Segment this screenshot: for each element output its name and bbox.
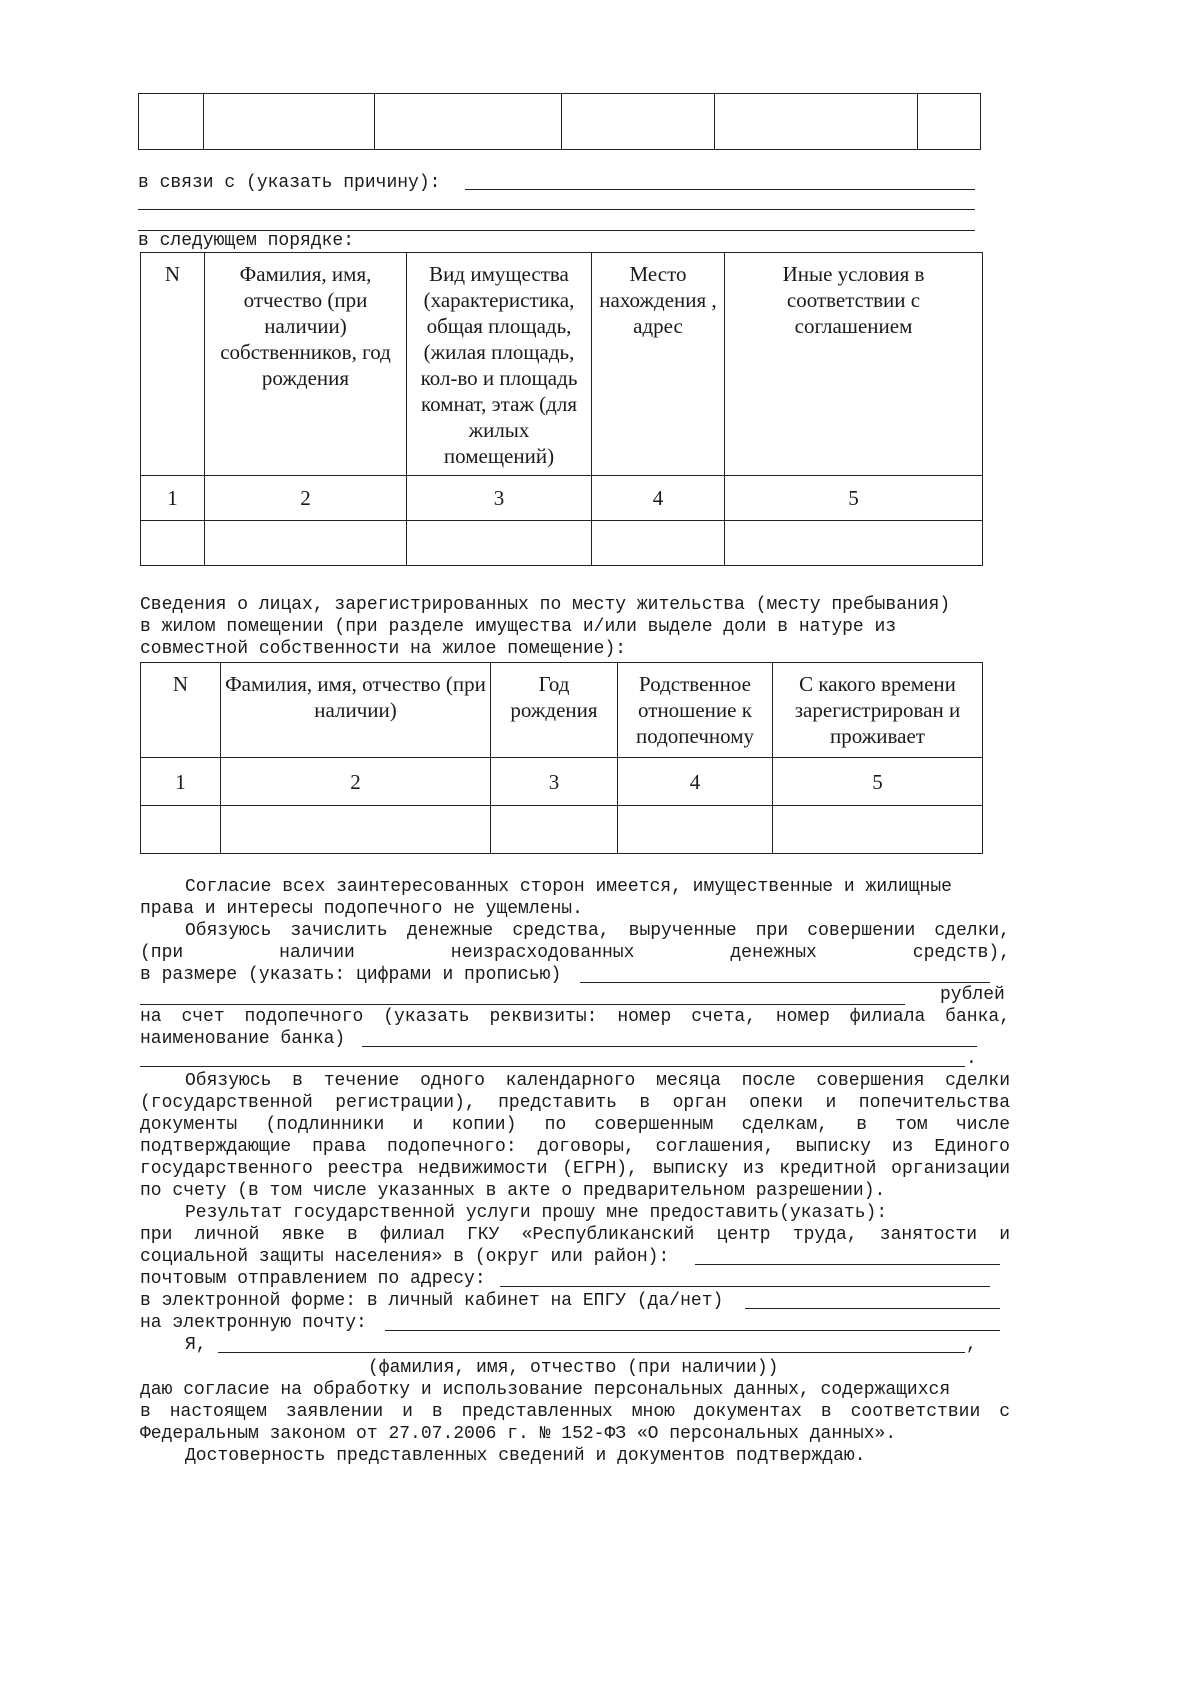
oblige-text: (при наличии неизрасходованных денежных средств), (140, 943, 1010, 963)
header-cell: Вид имущества (характеристика, общая площадь, (жилая площадь, кол-во и площадь комнат, этаж (для жилых помещений) (407, 253, 592, 476)
table-number-row (141, 476, 983, 521)
number-cell: 5 (773, 758, 983, 806)
number-cell: 4 (618, 758, 773, 806)
option-personal-label: социальной защиты населения» в (округ или район): (140, 1247, 670, 1267)
docs-text: (государственной регистрации), представить в орган опеки и попечительства (140, 1093, 1010, 1113)
fio-hint: (фамилия, имя, отчество (при наличии)) (368, 1358, 779, 1378)
table-row[interactable] (141, 521, 983, 566)
number-cell: 3 (491, 758, 618, 806)
reason-field-line-2[interactable] (138, 209, 975, 210)
top-table-fragment (138, 93, 981, 150)
number-cell: 5 (725, 476, 983, 521)
docs-text: подтверждающие права подопечного: договоры, соглашения, выписку из Единого (140, 1137, 1010, 1157)
number-cell: 3 (407, 476, 592, 521)
account-text: на счет подопечного (указать реквизиты: номер счета, номер филиала банка, (140, 1007, 1010, 1027)
docs-text: по счету (в том числе указанных в акте о предварительном разрешении). (140, 1181, 886, 1201)
option-personal-text: при личной явке в филиал ГКУ «Республиканский центр труда, занятости и (140, 1225, 1010, 1245)
amount-label: в размере (указать: цифрами и прописью) (140, 965, 562, 985)
reason-label: в связи с (указать причину): (138, 173, 441, 193)
option-electronic-label: в электронной форме: в личный кабинет на ЕПГУ (да/нет) (140, 1291, 724, 1311)
header-cell: N (141, 663, 221, 758)
consent-text: Согласие всех заинтересованных сторон имеется, имущественные и жилищные (185, 877, 952, 897)
fio-field[interactable] (218, 1352, 965, 1353)
period-mark: . (966, 1049, 977, 1069)
number-cell: 1 (141, 758, 221, 806)
registered-intro-line: совместной собственности на жилое помещение): (140, 639, 627, 659)
header-cell: N (141, 253, 205, 476)
registered-intro-line: Сведения о лицах, зарегистрированных по месту жительства (месту пребывания) (140, 595, 951, 615)
table-header-row (141, 253, 983, 476)
confirm-text: Достоверность представленных сведений и документов подтверждаю. (185, 1446, 866, 1466)
number-cell: 2 (205, 476, 407, 521)
comma-mark: , (966, 1335, 977, 1355)
pd-consent-text: даю согласие на обработку и использование персональных данных, содержащихся (140, 1380, 951, 1400)
header-cell: Место нахождения , адрес (592, 253, 725, 476)
oblige-text: Обязуюсь зачислить денежные средства, вырученные при совершении сделки, (185, 921, 1010, 941)
consent-text: права и интересы подопечного не ущемлены. (140, 899, 583, 919)
table-row[interactable] (141, 806, 983, 854)
header-cell: Год рождения (491, 663, 618, 758)
table-header-row (141, 663, 983, 758)
district-field[interactable] (695, 1264, 1000, 1265)
option-post-label: почтовым отправлением по адресу: (140, 1269, 486, 1289)
i-label: Я, (185, 1335, 207, 1355)
table-number-row (141, 758, 983, 806)
docs-text: государственного реестра недвижимости (ЕГРН), выписку из кредитной организации (140, 1159, 1010, 1179)
number-cell: 1 (141, 476, 205, 521)
header-cell: Иные условия в соответствии с соглашением (725, 253, 983, 476)
reason-field[interactable] (465, 189, 975, 190)
pd-consent-text: в настоящем заявлении и в представленных мною документах в соответствии с (140, 1402, 1010, 1422)
docs-text: документы (подлинники и копии) по совершенным сделкам, в том числе (140, 1115, 1010, 1135)
order-label: в следующем порядке: (138, 231, 355, 251)
header-cell: Фамилия, имя, отчество (при наличии) собственников, год рождения (205, 253, 407, 476)
bank-details-field-line-2[interactable] (140, 1066, 965, 1067)
docs-text: Обязуюсь в течение одного календарного месяца после совершения сделки (185, 1071, 1010, 1091)
number-cell: 4 (592, 476, 725, 521)
number-cell: 2 (221, 758, 491, 806)
property-table (140, 252, 983, 566)
registered-persons-table (140, 662, 983, 854)
amount-field[interactable] (580, 982, 990, 983)
bank-details-field[interactable] (362, 1046, 977, 1047)
registered-intro-line: в жилом помещении (при разделе имущества и/или выделе доли в натуре из (140, 617, 897, 637)
option-email-label: на электронную почту: (140, 1313, 367, 1333)
result-text: Результат государственной услуги прошу мне предоставить(указать): (185, 1203, 888, 1223)
amount-field-line-2[interactable] (140, 1004, 905, 1005)
account-label: наименование банка) (140, 1029, 346, 1049)
pd-consent-text: Федеральным законом от 27.07.2006 г. № 152-ФЗ «О персональных данных». (140, 1424, 897, 1444)
header-cell: Родственное отношение к подопечному (618, 663, 773, 758)
email-field[interactable] (385, 1330, 1000, 1331)
epgu-field[interactable] (745, 1308, 1000, 1309)
header-cell: С какого времени зарегистрирован и проживает (773, 663, 983, 758)
rubles-label: рублей (940, 985, 1005, 1005)
postal-address-field[interactable] (500, 1286, 990, 1287)
header-cell: Фамилия, имя, отчество (при наличии) (221, 663, 491, 758)
